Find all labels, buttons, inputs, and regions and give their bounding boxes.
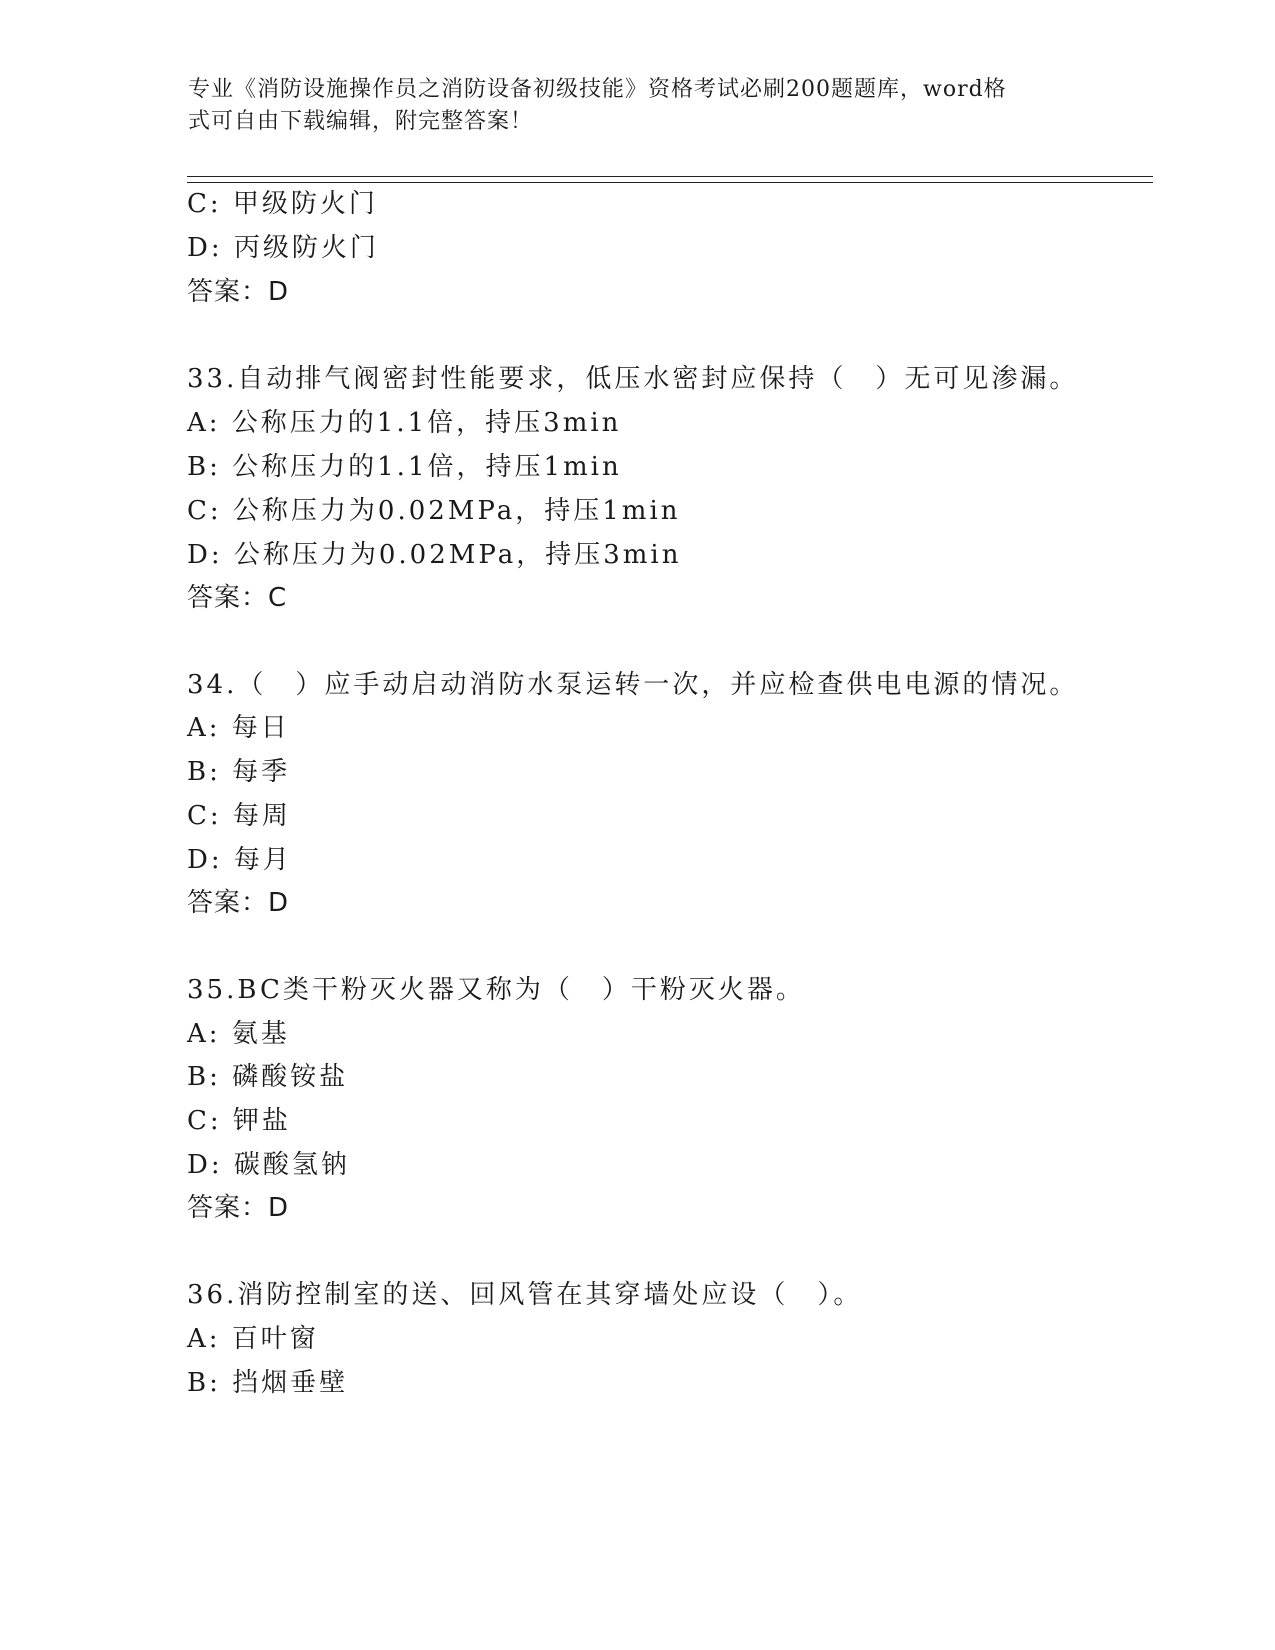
option-a: A: 百叶窗 xyxy=(187,1324,319,1354)
answer-line: 答案：D xyxy=(187,888,290,918)
option-d: D: 每月 xyxy=(187,845,292,875)
question-stem: 33.自动排气阀密封性能要求，低压水密封应保持（ ）无可见渗漏。 xyxy=(187,364,1079,394)
header-line-2: 式可自由下载编辑，附完整答案！ xyxy=(188,109,534,134)
option-d: D: 丙级防火门 xyxy=(187,233,379,263)
option-b: B: 每季 xyxy=(187,757,291,787)
header-rule-bottom xyxy=(187,182,1153,183)
question-stem: 35.BC类干粉灭火器又称为（ ）干粉灭火器。 xyxy=(187,975,805,1005)
question-stem: 34.（ ）应手动启动消防水泵运转一次，并应检查供电电源的情况。 xyxy=(187,670,1079,700)
option-d: D: 公称压力为0.02MPa，持压3min xyxy=(187,540,682,570)
option-c: C: 每周 xyxy=(187,801,291,831)
question-stem: 36.消防控制室的送、回风管在其穿墙处应设（ ）。 xyxy=(187,1280,863,1310)
option-d: D: 碳酸氢钠 xyxy=(187,1150,350,1180)
option-b: B: 磷酸铵盐 xyxy=(187,1062,349,1092)
option-a: A: 氨基 xyxy=(187,1019,290,1049)
answer-line: 答案：D xyxy=(187,1193,290,1223)
option-c: C: 钾盐 xyxy=(187,1106,291,1136)
answer-line: 答案：C xyxy=(187,583,288,613)
option-a: A: 每日 xyxy=(187,713,290,743)
option-c: C: 甲级防火门 xyxy=(187,189,378,219)
document-header xyxy=(188,74,1068,138)
option-c: C: 公称压力为0.02MPa，持压1min xyxy=(187,496,681,526)
option-a: A: 公称压力的1.1倍，持压3min xyxy=(187,408,622,438)
header-rule-top xyxy=(187,176,1153,177)
header-line-1: 专业《消防设施操作员之消防设备初级技能》资格考试必刷200题题库，word格 xyxy=(188,77,1007,102)
option-b: B: 公称压力的1.1倍，持压1min xyxy=(187,452,622,482)
option-b: B: 挡烟垂壁 xyxy=(187,1368,349,1398)
answer-line: 答案：D xyxy=(187,277,290,307)
